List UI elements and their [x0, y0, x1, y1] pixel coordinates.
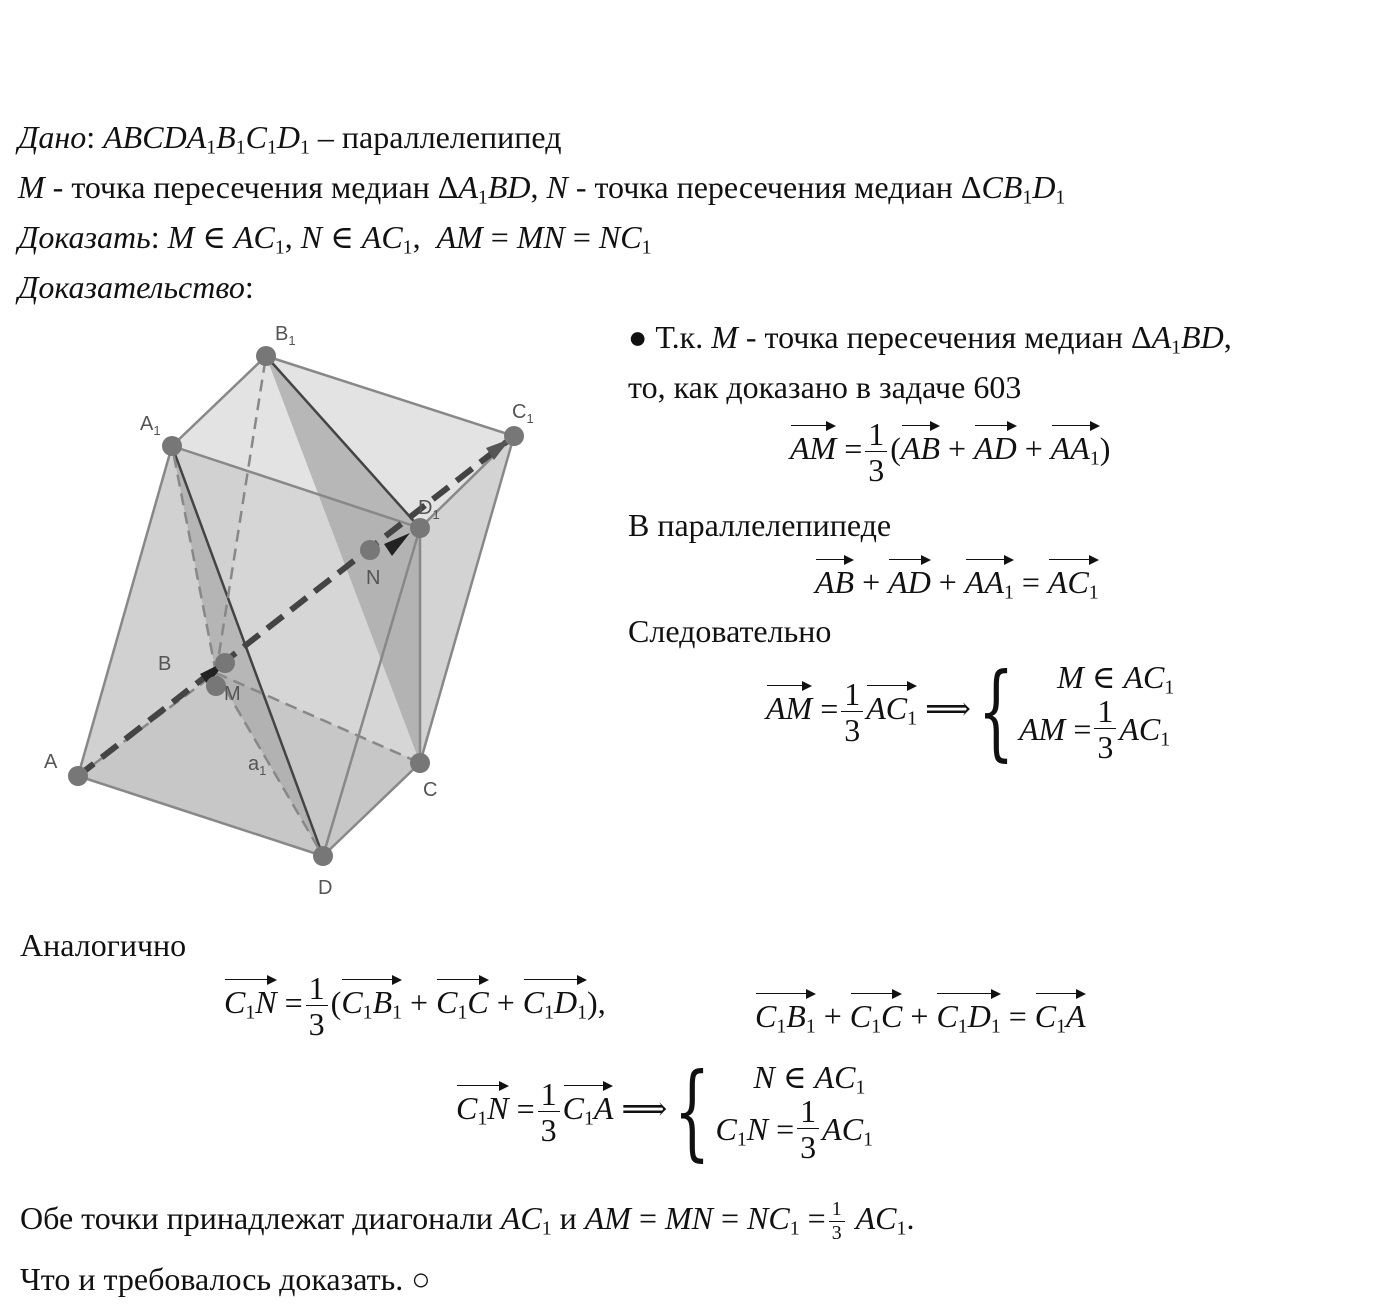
step1-cont: то, как доказано в задаче 603: [628, 369, 1022, 405]
step1-therefore: Следовательно: [628, 613, 832, 649]
prove-line: Доказать: M ∈ $AC_1$, N ∈ $AC_1$, AM = MN = $NC_1$: [18, 219, 652, 259]
step1-bullet: ● Т.к. M - точка пересечения медиан $\Delta A_1BD$,: [628, 319, 1232, 359]
prove-label: Доказать: [18, 219, 151, 255]
label-D1: $D_1$: [418, 497, 440, 522]
label-D: D: [318, 877, 333, 899]
label-A: A: [44, 751, 58, 773]
step2-similarly: Аналогично: [20, 927, 187, 963]
label-A1: $A_1$: [140, 413, 161, 438]
label-a1: $a_1$: [248, 753, 267, 778]
given-line: Дано: $ABCDA_1B_1C_1D_1$ – параллелепипед: [18, 119, 562, 159]
qed-line: Что и требовалось доказать. ○: [20, 1261, 431, 1297]
given-formula: $ABCDA_1B_1C_1D_1$: [103, 119, 310, 159]
label-C1: $C_1$: [512, 401, 534, 426]
eq-c1n-system: $C_1N$ = $\frac{1}{3}$ $C_1A$ ⟹ { N ∈ $AC_1$ $C_1N$ = $\frac{1}{3}$ $AC_1$: [456, 1049, 873, 1172]
label-C: C: [423, 779, 438, 801]
given-line-2: M - точка пересечения медиан $\Delta A_1BD$, N - точка пересечения медиан $\Delta CB_1D_1$: [18, 169, 1066, 209]
eq-sum-c1a: $C_1B_1 + C_1C + C_1D_1 = C_1A$: [755, 990, 1086, 1034]
step1-in-para: В параллелепипеде: [628, 507, 892, 543]
parallelepiped-figure: [40, 318, 560, 908]
proof-label: Доказательство: [18, 269, 245, 305]
eq-c1n-sum: $C_1N$ = $\frac{1}{3}$ $(C_1B_1 + C_1C + C_1D_1)$,: [224, 970, 606, 1042]
conclusion-line: Обе точки принадлежат диагонали $AC_1$ и AM = MN = $NC_1$ = $\frac{1}{3}$ $AC_1$.: [20, 1198, 915, 1244]
label-B1: $B_1$: [275, 323, 296, 348]
eq-am-sum: AM = $\frac{1}{3}$ (AB + AD + $AA_1$): [790, 416, 1111, 488]
given-label: Дано: [18, 119, 87, 155]
eq-am-system: AM = $\frac{1}{3}$ $AC_1$ ⟹ { M ∈ $AC_1$ AM = $\frac{1}{3}$ $AC_1$: [766, 649, 1175, 772]
proof-heading: Доказательство:: [18, 269, 254, 305]
eq-sum-ac1: AB + AD + $AA_1 = AC_1$: [815, 556, 1099, 600]
label-M: M: [224, 683, 241, 705]
label-B: B: [158, 653, 172, 675]
label-N: N: [366, 567, 381, 589]
